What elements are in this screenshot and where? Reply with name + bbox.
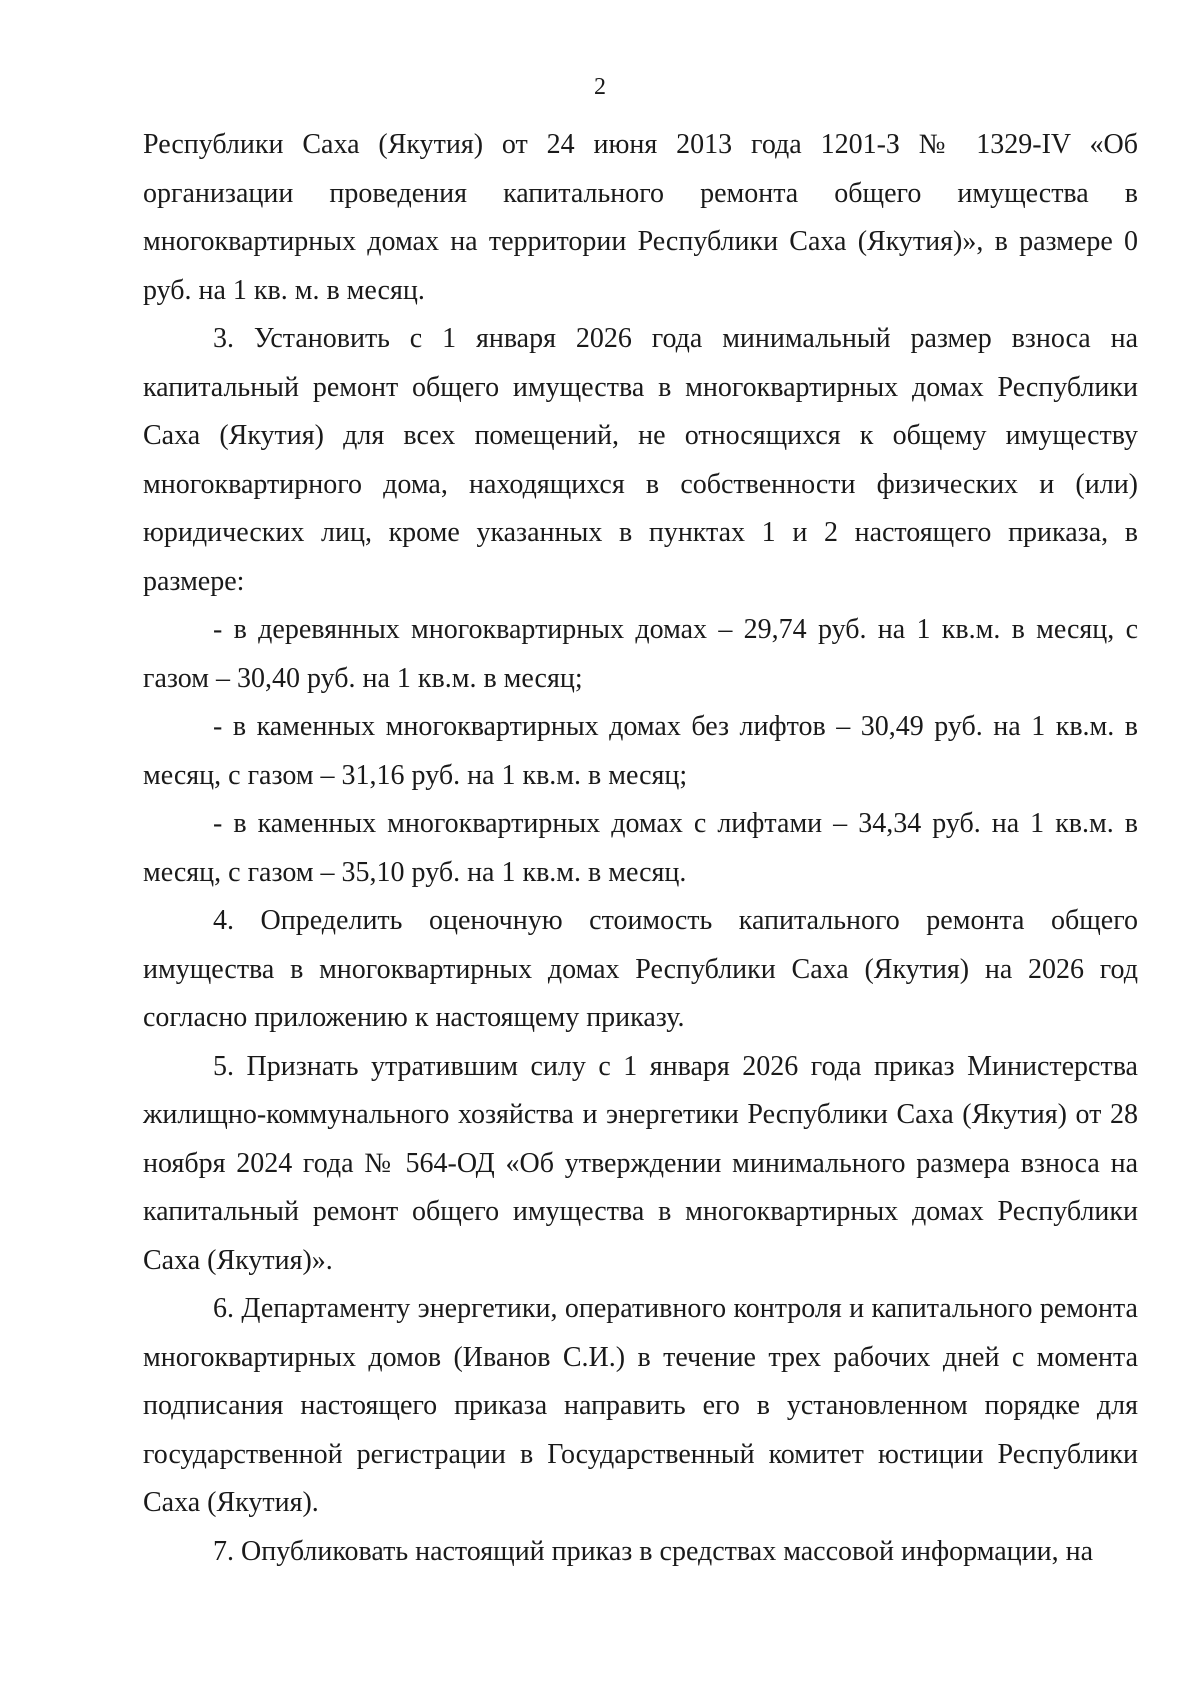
paragraph-item-6: 6. Департаменту энергетики, оперативного контроля и капитального ремонта многоквартирных домов (Иванов С.И.) в течение трех рабочих дней с момента подписания настоящего приказа направить его в установленном порядке для государственной регистрации в Государственный комитет юстиции Республики Саха (Якутия). bbox=[143, 1293, 1138, 1518]
paragraph-item-3: 3. Установить с 1 января 2026 года минимальный размер взноса на капитальный ремонт общего имущества в многоквартирных домах Республики Саха (Якутия) для всех помещений, не относящихся к общему имуществу многоквартирного дома, находящихся в собственности физических и (или) юридических лиц, кроме указанных в пунктах 1 и 2 настоящего приказа, в размере: bbox=[143, 323, 1138, 597]
paragraph-rate-stone-lift: - в каменных многоквартирных домах с лифтами – 34,34 руб. на 1 кв.м. в месяц, с газом – 35,10 руб. на 1 кв.м. в месяц. bbox=[143, 808, 1138, 888]
paragraph-rate-stone-no-lift: - в каменных многоквартирных домах без лифтов – 30,49 руб. на 1 кв.м. в месяц, с газом – 31,16 руб. на 1 кв.м. в месяц; bbox=[143, 711, 1138, 791]
paragraph-item-4: 4. Определить оценочную стоимость капитального ремонта общего имущества в многоквартирных домах Республики Саха (Якутия) на 2026 год согласно приложению к настоящему приказу. bbox=[143, 905, 1138, 1033]
paragraph-item-5: 5. Признать утратившим силу с 1 января 2026 года приказ Министерства жилищно-коммунального хозяйства и энергетики Республики Саха (Якутия) от 28 ноября 2024 года № 564-ОД «Об утверждении минимального размера взноса на капитальный ремонт общего имущества в многоквартирных домах Республики Саха (Якутия)». bbox=[143, 1050, 1138, 1276]
paragraph-rate-wooden: - в деревянных многоквартирных домах – 29,74 руб. на 1 кв.м. в месяц, с газом – 30,40 руб. на 1 кв.м. в месяц; bbox=[143, 614, 1138, 694]
document-body bbox=[143, 121, 1138, 1576]
paragraph-item-7: 7. Опубликовать настоящий приказ в средствах массовой информации, на bbox=[213, 1535, 1094, 1567]
page-number: 2 bbox=[594, 74, 606, 100]
paragraph-continuation: Республики Саха (Якутия) от 24 июня 2013 года 1201-З № 1329-IV «Об организации проведения капитального ремонта общего имущества в многоквартирных домах на территории Республики Саха (Якутия)», в размере 0 руб. на 1 кв. м. в месяц. bbox=[143, 129, 1138, 306]
